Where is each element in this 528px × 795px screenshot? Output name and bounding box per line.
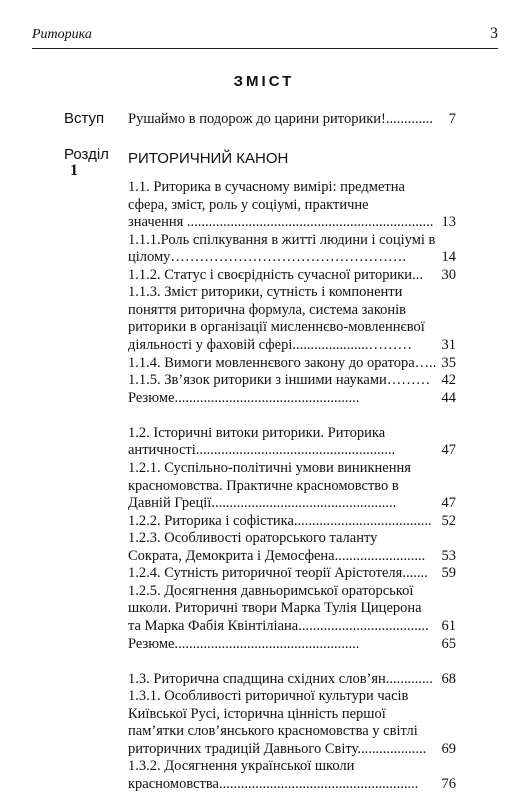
toc-line: 1.2.4. Сутність риторичної теорії Арістотеля....... (128, 565, 428, 581)
toc-line: античності....................................................... (128, 442, 396, 458)
toc-line: 1.1.3. Зміст риторики, сутність і компоненти (128, 284, 403, 300)
toc-page-number: 65 (441, 636, 456, 652)
toc-line: 1.1.4. Вимоги мовленнєвого закону до оратора….. (128, 355, 437, 371)
toc-page-number: 68 (441, 671, 456, 687)
toc-line: значення .................................................................... (128, 214, 434, 230)
toc-page-number: 35 (441, 355, 456, 371)
toc-line: 1.2.5. Досягнення давньоримської ораторської (128, 583, 414, 599)
toc-line: 1.3.1. Особливості риторичної культури часів (128, 688, 409, 704)
chapter-label: Розділ (64, 146, 109, 163)
toc-line: 1.1. Риторика в сучасному вимірі: предметна (128, 179, 405, 195)
toc-line: Сократа, Демокрита і Демосфена......................... (128, 548, 426, 564)
intro-label: Вступ (64, 110, 105, 127)
toc-line: поняття риторична формула, система законів (128, 302, 407, 318)
toc-line: цілому…………………………………………. (128, 249, 407, 265)
toc-line: 1.2.1. Суспільно-політичні умови виникнення (128, 460, 411, 476)
toc-page-number: 47 (441, 495, 456, 511)
toc-line: красномовства....................................................... (128, 776, 419, 792)
toc-page-number: 69 (441, 741, 456, 757)
toc-heading: ЗМІСТ (233, 73, 295, 90)
page-number: 3 (490, 25, 498, 42)
toc-page-number: 53 (441, 548, 456, 564)
toc-page-number: 42 (441, 372, 456, 388)
toc-line: риторики в організації мисленнєво-мовленнєвої (128, 319, 425, 335)
toc-line: 1.3.2. Досягнення української школи (128, 758, 355, 774)
running-title: Риторика (32, 27, 92, 42)
toc-page-number: 13 (441, 214, 456, 230)
header-divider (32, 48, 498, 49)
intro-entry: Рушаймо в подорож до царини риторики!............. (128, 111, 433, 127)
toc-line: 1.1.1.Роль спілкування в житті людини і соціумі в (128, 232, 436, 248)
toc-line: 1.1.5. Зв’язок риторики з іншими науками……… (128, 372, 431, 388)
intro-page: 7 (448, 111, 456, 127)
toc-page-number: 31 (441, 337, 456, 353)
toc-page-number: 76 (441, 776, 456, 792)
toc-line: Давній Греції................................................... (128, 495, 397, 511)
toc-line: Резюме................................................... (128, 390, 360, 406)
toc-page-number: 30 (441, 267, 456, 283)
toc-line: Київської Русі, історична цінність першої (128, 706, 386, 722)
toc-page-number: 47 (441, 442, 456, 458)
toc-line: Резюме................................................... (128, 636, 360, 652)
toc-line: та Марка Фабія Квінтіліана.................................... (128, 618, 429, 634)
toc-line: сфера, зміст, роль у соціумі, практичне (128, 197, 369, 213)
toc-line: красномовства. Практичне красномовство в (128, 478, 399, 494)
toc-line: риторичних традицій Давнього Світу................... (128, 741, 427, 757)
toc-line: 1.2. Історичні витоки риторики. Риторика (128, 425, 386, 441)
toc-page-number: 52 (441, 513, 456, 529)
chapter-title: РИТОРИЧНИЙ КАНОН (128, 150, 289, 167)
running-header (32, 27, 498, 45)
chapter-number: 1 (70, 162, 78, 179)
toc-line: 1.1.2. Статус і своєрідність сучасної риторики... (128, 267, 423, 283)
toc-page-number: 14 (441, 249, 456, 265)
toc-line: пам’ятки слов’янського красномовства у світлі (128, 723, 418, 739)
toc-line: 1.2.2. Риторика і софістика...................................... (128, 513, 432, 529)
toc-line: 1.2.3. Особливості ораторського таланту (128, 530, 378, 546)
toc-page-number: 61 (441, 618, 456, 634)
toc-line: 1.3. Риторична спадщина східних слов’ян............. (128, 671, 433, 687)
toc-page-number: 59 (441, 565, 456, 581)
toc-line: школи. Риторичні твори Марка Тулія Цицерона (128, 600, 422, 616)
toc-page-number: 44 (441, 390, 456, 406)
toc-line: діяльності у фаховій сфері.....................……… (128, 337, 412, 353)
